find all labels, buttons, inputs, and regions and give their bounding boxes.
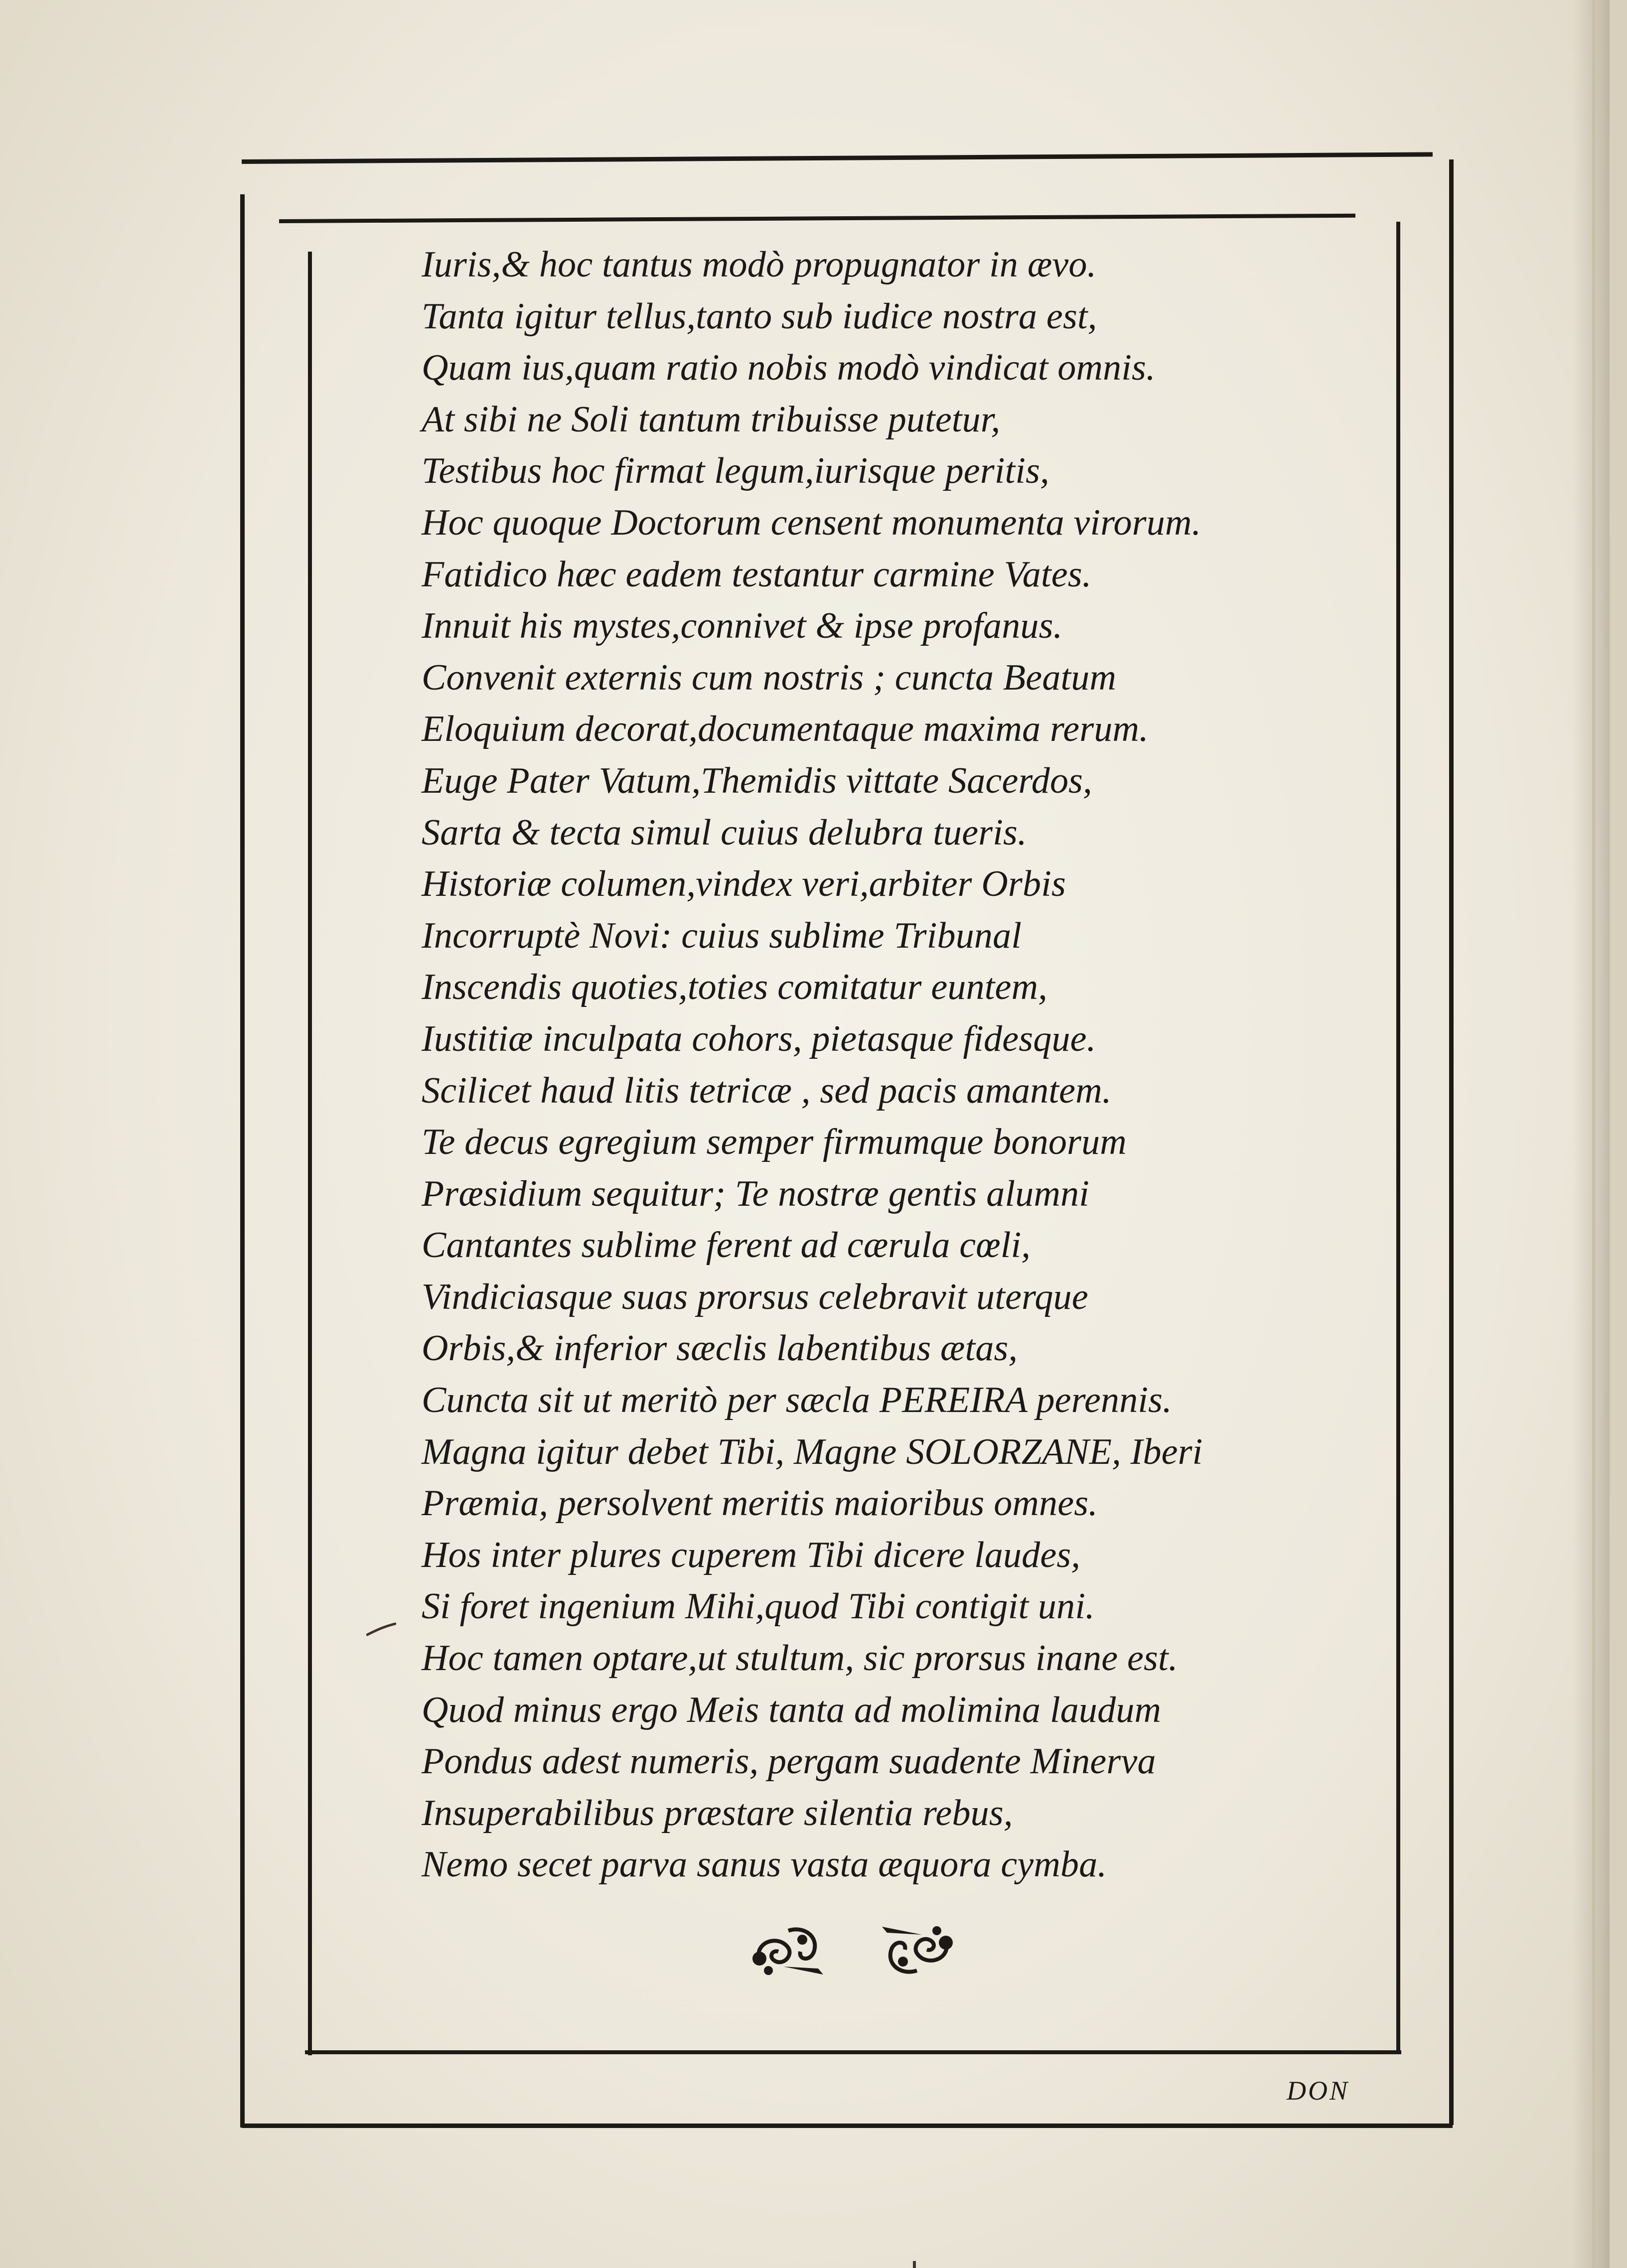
poem-line: Sarta & tecta simul cuius delubra tueris. [422,812,1027,853]
poem-line: Quam ius,quam ratio nobis modò vindicat omnis. [422,347,1156,389]
poem-line: Incorruptè Novi: cuius sublime Tribunal [422,915,1022,956]
poem-line: Si foret ingenium Mihi,quod Tibi contigit uni. [422,1586,1095,1627]
poem-text [422,239,1398,1891]
poem-line: Scilicet haud litis tetricæ , sed pacis amantem. [422,1070,1112,1111]
poem-line: Magna igitur debet Tibi, Magne SOLORZANE, Iberi [422,1431,1203,1472]
fleuron-right-icon [877,1921,957,1981]
poem-line: Insuperabilibus præstare silentia rebus, [422,1792,1013,1834]
poem-line: At sibi ne Soli tantum tribuisse putetur, [422,399,1001,440]
fleuron-left-icon [748,1921,828,1981]
gutter-line [1592,0,1595,2268]
poem-line: Vindiciasque suas prorsus celebravit uterque [422,1276,1088,1317]
poem-line: Iustitiæ inculpata cohors, pietasque fidesque. [422,1018,1096,1059]
poem-line: Fatidico hæc eadem testantur carmine Vates. [422,554,1092,595]
poem-line: Præsidium sequitur; Te nostræ gentis alumni [422,1173,1090,1214]
inner-frame-left [308,252,312,2055]
poem-line: Iuris,& hoc tantus modò propugnator in ævo. [422,244,1097,285]
outer-frame-left [240,194,245,2127]
poem-line: Cuncta sit ut meritò per sæcla PEREIRA perennis. [422,1380,1172,1421]
poem-line: Historiæ columen,vindex veri,arbiter Orbis [422,863,1066,905]
poem-line: Eloquium decorat,documentaque maxima rerum. [422,709,1149,750]
poem-line: Euge Pater Vatum,Themidis vittate Sacerdos, [422,760,1092,801]
poem-line: Testibus hoc firmat legum,iurisque peritis, [422,450,1049,492]
poem-line: Hoc quoque Doctorum censent monumenta virorum. [422,502,1201,543]
poem-line: Inscendis quoties,toties comitatur euntem, [422,967,1047,1008]
poem-line: Hos inter plures cuperem Tibi dicere laudes, [422,1534,1081,1575]
poem-line: Pondus adest numeris, pergam suadente Minerva [422,1741,1156,1782]
poem-line: Cantantes sublime ferent ad cærula cœli, [422,1225,1031,1266]
outer-frame-bottom [242,2124,1453,2128]
pen-mark [366,1622,396,1637]
next-page-edge [1610,0,1627,2268]
poem-line: Hoc tamen optare,ut stultum, sic prorsus inane est. [422,1638,1178,1679]
poem-line: Te decus egregium semper firmumque bonorum [422,1122,1127,1163]
poem-line: Convenit externis cum nostris ; cuncta Beatum [422,657,1117,698]
poem-line: Quod minus ergo Meis tanta ad molimina laudum [422,1689,1162,1730]
outer-frame-right [1449,159,1454,2125]
inner-frame-bottom [305,2050,1401,2054]
poem-line: Orbis,& inferior sæclis labentibus ætas, [422,1328,1018,1369]
poem-line: Præmia, persolvent meritis maioribus omnes. [422,1483,1098,1524]
poem-line: Nemo secet parva sanus vasta æquora cymba. [422,1844,1107,1885]
ink-speck [913,2261,916,2268]
poem-line: Innuit his mystes,connivet & ipse profanus. [422,605,1063,647]
catchword: DON [1287,2076,1350,2106]
poem-line: Tanta igitur tellus,tanto sub iudice nostra est, [422,295,1097,337]
